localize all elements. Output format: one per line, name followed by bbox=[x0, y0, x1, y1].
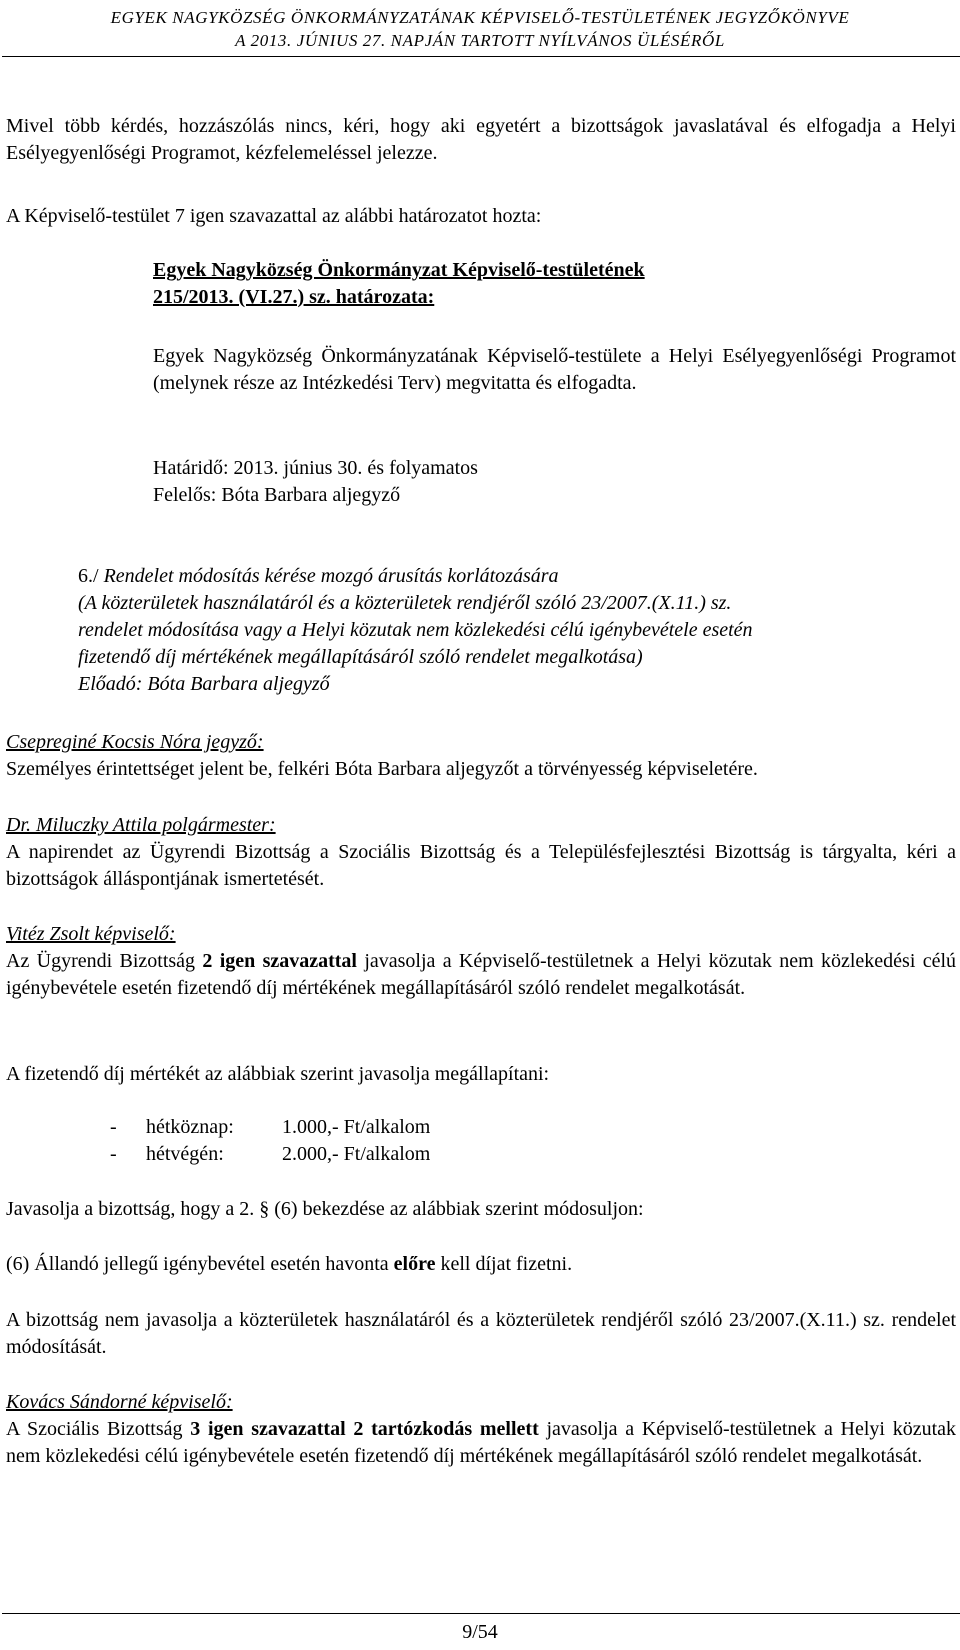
fee-row: - hétvégén: 2.000,- Ft/alkalom bbox=[110, 1143, 431, 1165]
header-line-2: A 2013. JÚNIUS 27. NAPJÁN TARTOTT NYÍLVÁNOS ÜLÉSÉRŐL bbox=[235, 31, 725, 50]
agenda-item-title: 6./ Rendelet módosítás kérése mozgó árusítás korlátozására bbox=[78, 565, 559, 587]
footer-divider bbox=[2, 1613, 960, 1614]
header-divider bbox=[2, 56, 960, 57]
fee-row: - hétköznap: 1.000,- Ft/alkalom bbox=[110, 1116, 431, 1138]
agenda-item-presenter: Előadó: Bóta Barbara aljegyző bbox=[78, 673, 330, 695]
not-recommend-paragraph: A bizottság nem javasolja a közterületek használatáról és a közterületek rendjéről szóló 23/2007.(X.11.) sz. rendelet módosítását. bbox=[6, 1309, 956, 1358]
intro-paragraph-2: A Képviselő-testület 7 igen szavazattal az alábbi határozatot hozta: bbox=[6, 205, 542, 227]
page-header bbox=[0, 6, 960, 52]
intro-paragraph-1: Mivel több kérdés, hozzászólás nincs, kéri, hogy aki egyetért a bizottságok javaslatával és elfogadja a Helyi Esélyegyenlőségi Programot, kézfelemeléssel jelezze. bbox=[6, 115, 956, 164]
vote-result-bold: 3 igen szavazattal 2 tartózkodás mellett bbox=[190, 1418, 539, 1440]
speaker-2-name: Dr. Miluczky Attila polgármester: bbox=[6, 814, 276, 836]
agenda-item-line-3: rendelet módosítása vagy a Helyi közutak nem közlekedési célú igénybevétele esetén bbox=[78, 619, 753, 641]
resolution-body: Egyek Nagyközség Önkormányzatának Képviselő-testülete a Helyi Esélyegyenlőségi Programot (melynek része az Intézkedési Terv) megvitatta és elfogadta. bbox=[153, 345, 956, 394]
resolution-heading-line-2: 215/2013. (VI.27.) sz. határozata: bbox=[153, 286, 435, 308]
page-number: 9/54 bbox=[462, 1621, 498, 1643]
speaker-3-text: Az Ügyrendi Bizottság 2 igen szavazattal javasolja a Képviselő-testületnek a Helyi közutak nem közlekedési célú igénybevétele esetén fizetendő díj mértékének megállapításáról szóló rendelet megalkotását. bbox=[6, 950, 957, 999]
amendment-text: (6) Állandó jellegű igénybevétel esetén havonta előre kell díjat fizetni. bbox=[6, 1253, 573, 1275]
speaker-2-text: A napirendet az Ügyrendi Bizottság a Szociális Bizottság és a Településfejlesztési Bizottság is tárgyalta, kéri a bizottságok álláspontjának ismertetését. bbox=[6, 841, 956, 890]
header-line-1: EGYEK NAGYKÖZSÉG ÖNKORMÁNYZATÁNAK KÉPVISELŐ-TESTÜLETÉNEK JEGYZŐKÖNYVE bbox=[110, 8, 850, 27]
speaker-1-name: Csepreginé Kocsis Nóra jegyző: bbox=[6, 731, 264, 753]
vote-result-bold: 2 igen szavazattal bbox=[202, 950, 357, 972]
resolution-responsible: Felelős: Bóta Barbara aljegyző bbox=[153, 484, 401, 506]
agenda-item-line-4: fizetendő díj mértékének megállapításáról szóló rendelet megalkotása) bbox=[78, 646, 643, 668]
resolution-deadline: Határidő: 2013. június 30. és folyamatos bbox=[153, 457, 478, 479]
speaker-4-name: Kovács Sándorné képviselő: bbox=[6, 1391, 233, 1413]
fee-intro: A fizetendő díj mértékét az alábbiak szerint javasolja megállapítani: bbox=[6, 1063, 550, 1085]
speaker-3-name: Vitéz Zsolt képviselő: bbox=[6, 923, 176, 945]
agenda-item-number: 6./ bbox=[78, 565, 99, 587]
agenda-item-line-2: (A közterületek használatáról és a közterületek rendjéről szóló 23/2007.(X.11.) sz. bbox=[78, 592, 732, 614]
resolution-heading-line-1: Egyek Nagyközség Önkormányzat Képviselő-testületének bbox=[153, 259, 645, 281]
speaker-1-text: Személyes érintettséget jelent be, felkéri Bóta Barbara aljegyzőt a törvényesség képviseletére. bbox=[6, 758, 758, 780]
amendment-proposal: Javasolja a bizottság, hogy a 2. § (6) bekezdése az alábbiak szerint módosuljon: bbox=[6, 1198, 644, 1220]
speaker-4-text: A Szociális Bizottság 3 igen szavazattal 2 tartózkodás mellett javasolja a Képviselő-testületnek a Helyi közutak nem közlekedési célú igénybevétele esetén fizetendő díj mértékének megállapításáról szóló rendelet megalkotását. bbox=[6, 1418, 957, 1467]
